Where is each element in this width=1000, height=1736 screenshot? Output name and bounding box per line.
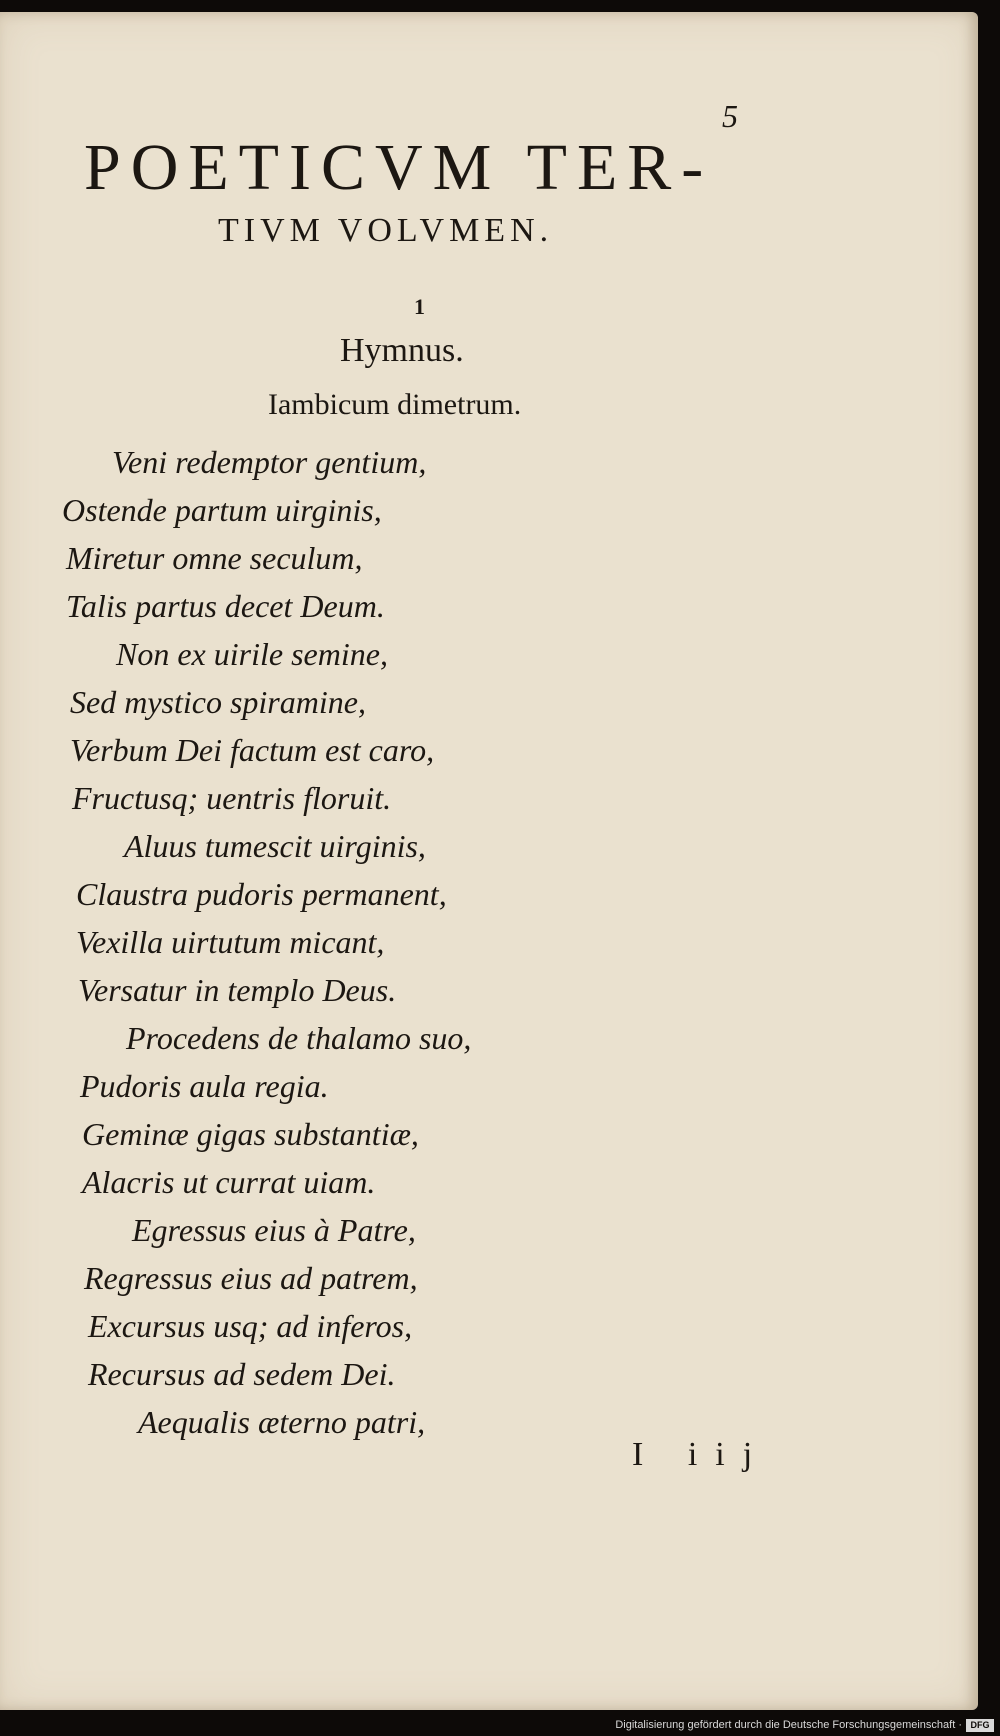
verse-line: Fructusq; uentris floruit. — [72, 780, 392, 816]
verse-line: Pudoris aula regia. — [80, 1068, 329, 1104]
meter-label: Iambicum dimetrum. — [268, 388, 522, 421]
verse-line: Regressus eius ad patrem, — [84, 1260, 418, 1296]
verse-line: Aluus tumescit uirginis, — [124, 828, 426, 864]
signature-mark: I iij — [632, 1436, 771, 1473]
verse-line: Talis partus decet Deum. — [66, 588, 385, 624]
verse-line: Vexilla uirtutum micant, — [76, 924, 385, 960]
verse-line: Claustra pudoris permanent, — [76, 876, 447, 912]
hymn-heading: Hymnus. — [340, 332, 464, 369]
verse-line: Geminæ gigas substantiæ, — [82, 1116, 419, 1152]
verse-line: Ostende partum uirginis, — [62, 492, 382, 528]
verse-line: Alacris ut currat uiam. — [82, 1164, 376, 1200]
verse-line: Recursus ad sedem Dei. — [88, 1356, 396, 1392]
verse-line: Versatur in templo Deus. — [78, 972, 397, 1008]
verse-line: Sed mystico spiramine, — [70, 684, 366, 720]
footer-credit: Digitalisierung gefördert durch die Deutsche Forschungsgemeinschaft · — [615, 1719, 962, 1731]
verse-line: Procedens de thalamo suo, — [126, 1020, 472, 1056]
verse-line: Veni redemptor gentium, — [112, 444, 427, 480]
verse-line: Aequalis æterno patri, — [138, 1404, 426, 1440]
title-line-1: POETICVM TER- — [84, 131, 714, 204]
dfg-logo: DFG — [966, 1719, 994, 1732]
verse-line: Non ex uirile semine, — [116, 636, 388, 672]
verse-line: Verbum Dei factum est caro, — [70, 732, 435, 768]
verse-line: Egressus eius à Patre, — [132, 1212, 416, 1248]
hymn-number: 1 — [414, 294, 425, 319]
title-line-2: TIVM VOLVMEN. — [218, 212, 554, 249]
verse-line: Miretur omne seculum, — [66, 540, 363, 576]
page-number: 5 — [722, 98, 738, 134]
book-page — [0, 12, 978, 1710]
verse-line: Excursus usq; ad inferos, — [88, 1308, 413, 1344]
